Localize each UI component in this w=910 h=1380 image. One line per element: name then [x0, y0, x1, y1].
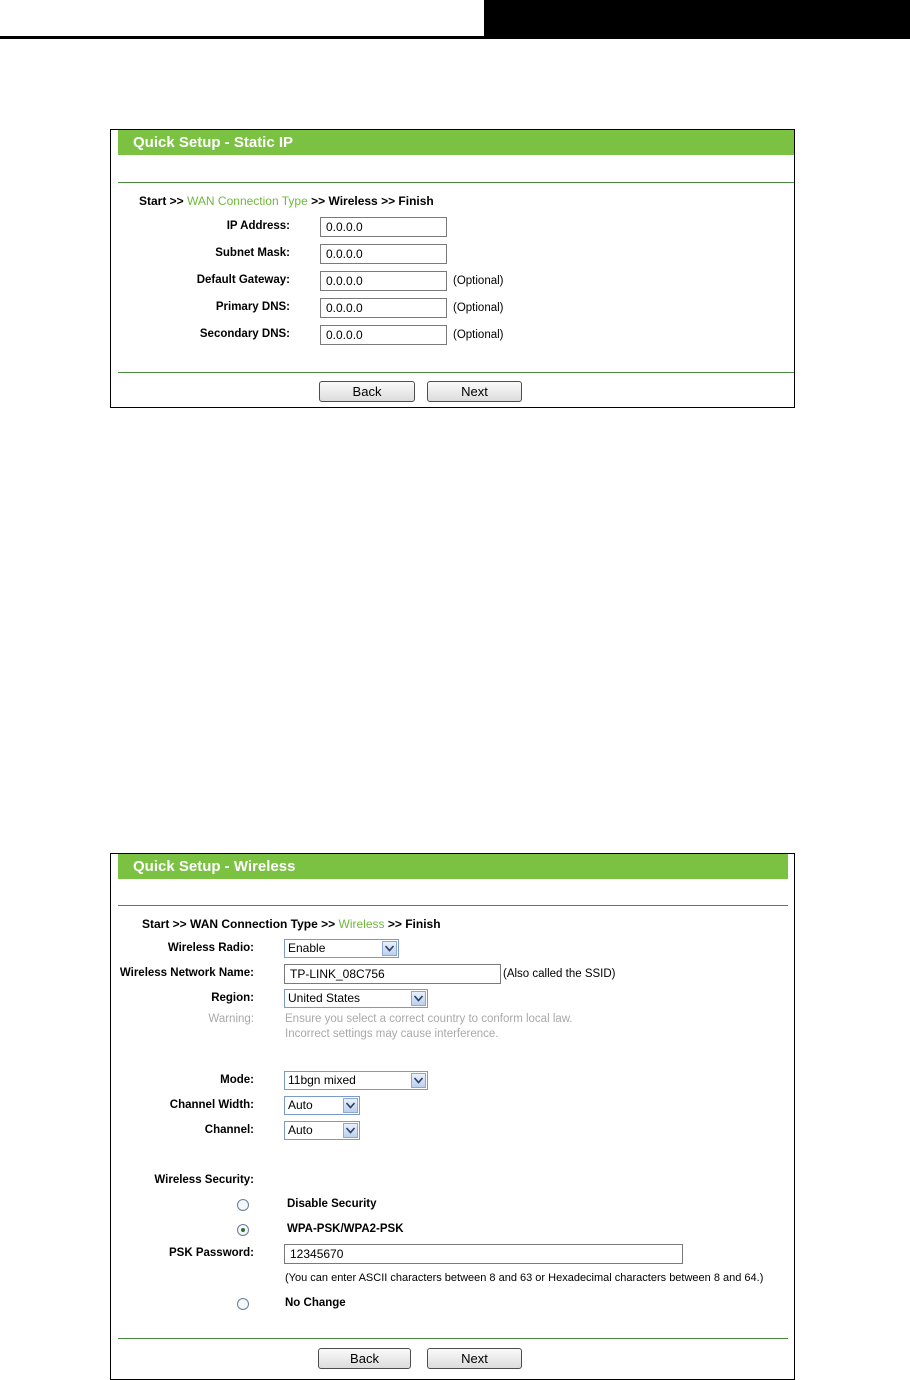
default-gateway-note: (Optional)	[453, 275, 504, 287]
divider	[118, 372, 794, 373]
breadcrumb-wan-active: WAN Connection Type	[187, 194, 308, 208]
chevron-down-icon	[343, 1123, 358, 1138]
subnet-mask-label: Subnet Mask:	[215, 247, 290, 259]
divider	[118, 905, 788, 906]
chevron-down-icon	[411, 991, 426, 1006]
wireless-radio-value: Enable	[288, 941, 326, 955]
breadcrumb-rest: >> Finish	[387, 917, 441, 931]
mode-value: 11bgn mixed	[288, 1073, 356, 1087]
breadcrumb-start: Start >> WAN Connection Type >>	[142, 917, 336, 931]
secondary-dns-note: (Optional)	[453, 329, 504, 341]
channel-width-label: Channel Width:	[169, 1099, 254, 1111]
channel-width-value: Auto	[288, 1098, 313, 1112]
secondary-dns-label: Secondary DNS:	[199, 328, 290, 340]
mode-select[interactable]	[284, 1071, 428, 1090]
radio-selected-dot	[241, 1228, 245, 1232]
breadcrumb	[142, 917, 441, 931]
psk-password-note: (You can enter ASCII characters between 8 and 63 or Hexadecimal characters between 8 and 64.)	[285, 1272, 764, 1284]
panel-title: Quick Setup - Static IP	[118, 130, 794, 155]
wireless-radio-label: Wireless Radio:	[167, 942, 254, 954]
channel-value: Auto	[288, 1123, 313, 1137]
psk-password-label: PSK Password:	[169, 1247, 254, 1259]
back-button[interactable]: Back	[318, 1348, 411, 1369]
ssid-label: Wireless Network Name:	[119, 967, 254, 979]
ssid-note: (Also called the SSID)	[503, 968, 616, 980]
back-button[interactable]: Back	[319, 381, 415, 402]
mode-label: Mode:	[220, 1074, 254, 1086]
wpa-psk-radio[interactable]	[237, 1224, 249, 1236]
breadcrumb-wireless-active: Wireless	[338, 917, 385, 931]
static-ip-panel	[110, 129, 795, 408]
channel-label: Channel:	[204, 1124, 254, 1136]
ip-address-input[interactable]: 0.0.0.0	[320, 217, 447, 237]
region-label: Region:	[211, 992, 254, 1004]
channel-select[interactable]	[284, 1121, 360, 1140]
channel-width-select[interactable]	[284, 1096, 360, 1115]
wireless-radio-select[interactable]	[284, 939, 399, 958]
subnet-mask-input[interactable]: 0.0.0.0	[320, 244, 447, 264]
default-gateway-input[interactable]: 0.0.0.0	[320, 271, 447, 291]
divider	[118, 182, 794, 183]
region-select[interactable]	[284, 989, 428, 1008]
chevron-down-icon	[343, 1098, 358, 1113]
next-button[interactable]: Next	[427, 381, 522, 402]
default-gateway-label: Default Gateway:	[196, 274, 290, 286]
warning-line-2: Incorrect settings may cause interference.	[285, 1028, 499, 1040]
warning-line-1: Ensure you select a correct country to conform local law.	[285, 1013, 573, 1025]
primary-dns-input[interactable]: 0.0.0.0	[320, 298, 447, 318]
psk-password-input[interactable]: 12345670	[284, 1244, 683, 1264]
panel-title: Quick Setup - Wireless	[118, 854, 788, 879]
breadcrumb-rest: >> Wireless >> Finish	[311, 194, 434, 208]
warning-label: Warning:	[208, 1013, 254, 1025]
secondary-dns-input[interactable]: 0.0.0.0	[320, 325, 447, 345]
divider	[118, 1338, 788, 1339]
no-change-radio[interactable]	[237, 1298, 249, 1310]
wireless-security-label: Wireless Security:	[154, 1174, 254, 1186]
disable-security-label: Disable Security	[287, 1198, 377, 1210]
ssid-input[interactable]: TP-LINK_08C756	[284, 964, 501, 984]
primary-dns-note: (Optional)	[453, 302, 504, 314]
next-button[interactable]: Next	[427, 1348, 522, 1369]
chevron-down-icon	[411, 1073, 426, 1088]
disable-security-radio[interactable]	[237, 1199, 249, 1211]
page-header-black-bar	[484, 0, 910, 39]
no-change-label: No Change	[285, 1297, 346, 1309]
wpa-psk-label: WPA-PSK/WPA2-PSK	[287, 1223, 404, 1235]
wireless-panel	[110, 853, 795, 1380]
breadcrumb-start: Start >>	[139, 194, 184, 208]
breadcrumb	[139, 194, 434, 208]
region-value: United States	[288, 991, 361, 1005]
chevron-down-icon	[382, 941, 397, 956]
primary-dns-label: Primary DNS:	[215, 301, 290, 313]
ip-address-label: IP Address:	[226, 220, 290, 232]
